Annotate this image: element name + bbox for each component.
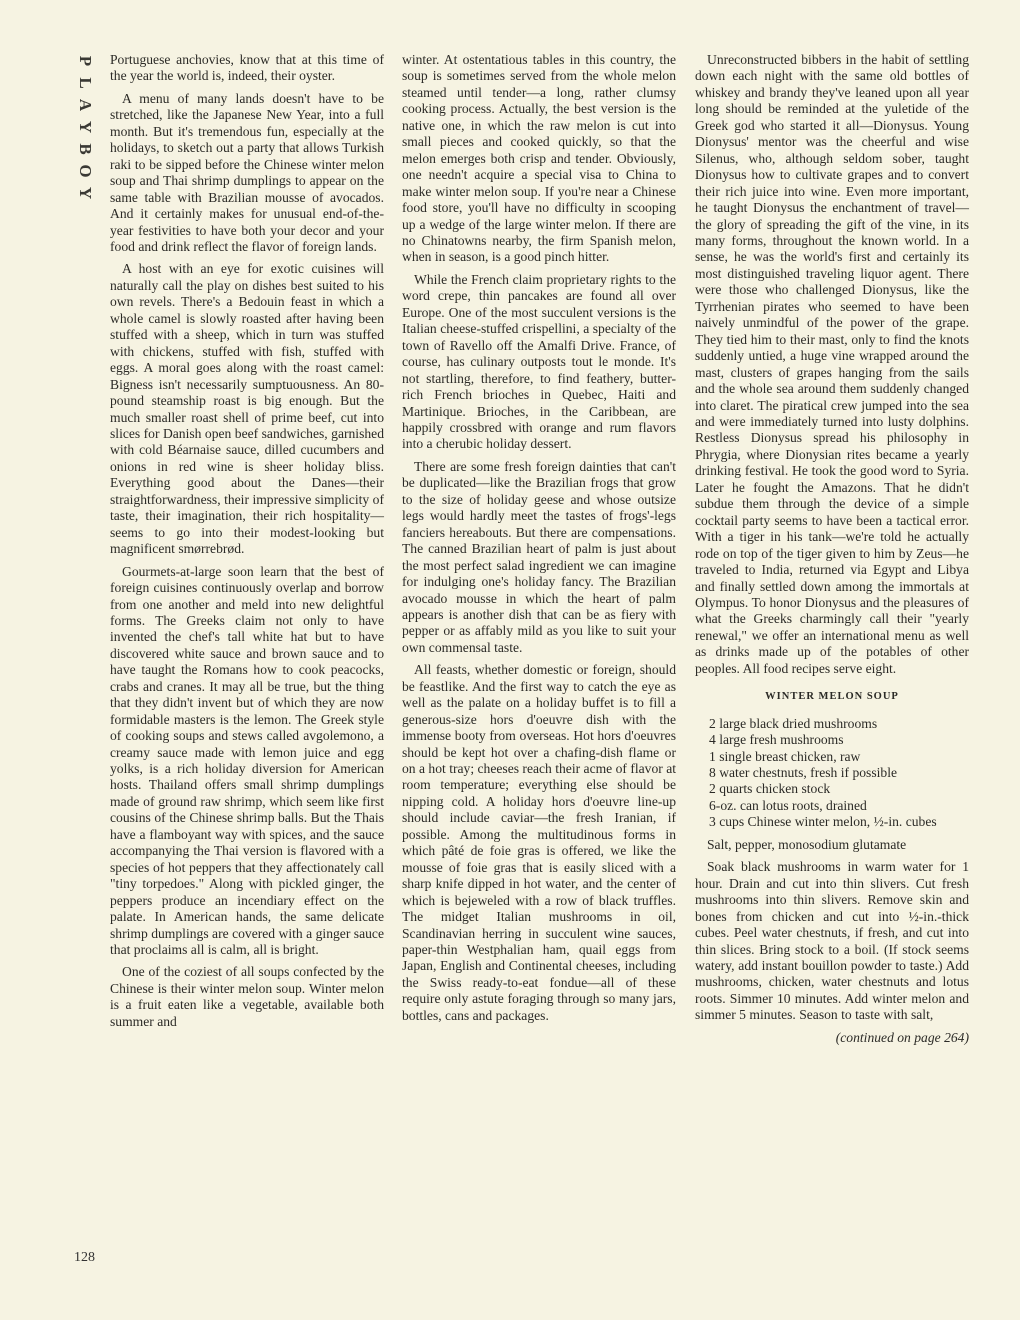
paragraph: Portuguese anchovies, know that at this time of the year the world is, indeed, their oyster. (110, 52, 384, 84)
masthead-letter: A (76, 98, 95, 112)
ingredient: 4 large fresh mushrooms (709, 732, 844, 748)
column-2 (402, 52, 676, 1030)
paragraph: There are some fresh foreign dainties that can't be duplicated—like the Brazilian frogs that grow to the size of holiday geese and whose outsize legs would hardly meet the tastes of frogs'-legs fanciers hereabouts. But there are compensations. The canned Brazilian heart of palm is just about the most perfect salad ingredient we can imagine for indulging one's holiday fancy. The Brazilian avocado mousse in which the heart of palm appears is another dish that can be as fiery with pepper or as affably mild as you like to suit your own commensal taste. (402, 458, 676, 655)
masthead-letter: L (76, 77, 95, 89)
masthead (74, 50, 96, 204)
recipe-method: Soak black mushrooms in warm water for 1 hour. Drain and cut into thin slivers. Cut fresh mushrooms into thin slivers. Remove skin and bones from chicken and cut into ½-in.-thick cubes. Peel water chestnuts, if fresh, and cut into thin slices. Bring stock to a boil. (If stock seems watery, add instant bouillon powder to taste.) Add mushrooms, chicken, water chestnuts and lotus roots. Simmer 10 minutes. Add winter melon and simmer 5 minutes. Season to taste with salt, (695, 859, 969, 1023)
masthead-letter: B (76, 143, 95, 155)
paragraph: All feasts, whether domestic or foreign, should be feastlike. And the first way to catch the eye as well as the palate on a holiday buffet is to fill a generous-size hors d'oeuvre dish with the immense booty from overseas. Hot hors d'oeuvres should be kept hot over a chafing-dish flame or on a hot tray; cheeses reach their acme of flavor at room temperature; everything else should be nipping cold. A holiday hors d'oeuvre line-up should include caviar—the fresh Iranian, if possible. Among the multitudinous forms in which pâté de foie gras is offered, we like the mousse of foie gras that is easily sliced with a sharp knife dipped in hot water, and the center of which is bejeweled with a row of black truffles. The midget Italian mushrooms in oil, Scandinavian herring in succulent wine sauces, paper-thin Westphalian ham, quail eggs from Japan, English and Continental cheeses, including the Swiss ready-to-eat fondue—all of these require only astute foraging through so many jars, bottles, cans and packages. (402, 662, 677, 1023)
paragraph: While the French claim proprietary rights to the word crepe, thin pancakes are found all over Europe. One of the most succulent versions is the Italian cheese-stuffed crispellini, a specialty of the town of Ravello off the Amalfi Drive. France, of course, has culinary outposts tout le monde. It's not startling, therefore, to find feathery, butter-rich French brioches in Quebec, Haiti and Martinique. Brioches, in the Caribbean, are happily crossbred with orange and rum flavors into a cherubic holiday dessert. (402, 271, 676, 452)
paragraph: One of the coziest of all soups confected by the Chinese is their winter melon soup. Winter melon is a fruit eaten like a vegetable, available both summer and (110, 964, 384, 1029)
masthead-letter: Y (76, 186, 95, 200)
ingredient: 2 large black dried mushrooms (709, 715, 878, 731)
paragraph: A host with an eye for exotic cuisines will naturally call the play on dishes best suited to his own revels. There's a Bedouin feast in which a whole camel is slowly roasted after having been stuffed with a sheep, which in turn was stuffed with chickens, stuffed with fish, stuffed with eggs. A moral goes along with the roast camel: Bigness isn't necessarily sumptuousness. An 80-pound steamship roast is big enough. But the much smaller roast shell of prime beef, cut into slices for Danish open beef sandwiches, garnished with cold Béarnaise sauce, dilled cucumbers and onions in red wine is sheer holiday bliss. Everything good about the Danes—their straightforwardness, their impressive simplicity of taste, their imagination, their rich hospitality—seems to go into their modest-looking but magnificent smørrebrød. (110, 261, 384, 557)
masthead-letter: Y (76, 120, 95, 134)
masthead-letter: O (76, 164, 95, 178)
recipe-title: WINTER MELON SOUP (765, 691, 899, 703)
ingredient: 8 water chestnuts, fresh if possible (709, 765, 898, 781)
paragraph: A menu of many lands doesn't have to be stretched, like the Japanese New Year, into a full month. But it's tremendous fun, especially at the holidays, to sketch out a party that allows Turkish raki to be sipped before the Chinese winter melon soup and Thai shrimp dumplings to appear on the same table with Brazilian mousse of avocados. And it certainly makes for unusual end-of-the-year festivities to have both your decor and your food and drink reflect the flavor of foreign lands. (110, 90, 384, 254)
ingredient: 1 single breast chicken, raw (709, 748, 861, 764)
ingredient: 3 cups Chinese winter melon, ½-in. cubes (709, 814, 937, 830)
paragraph: winter. At ostentatious tables in this country, the soup is sometimes served from the whole melon steamed until tender—a long, rather clumsy cooking process. Actually, the best version is the native one, in which the raw melon is cut into small pieces and cooked quickly, so that the melon emerges both crisp and tender. Obviously, one needn't acquire a special visa to China to make winter melon soup. If you're near a Chinese food store, you'll have no difficulty in scooping up a wedge of the large winter melon. If there are no Chinatowns nearby, the firm Spanish melon, when in season, is a good pinch hitter. (402, 52, 676, 265)
ingredient-list (695, 716, 969, 831)
ingredient: 2 quarts chicken stock (709, 781, 831, 797)
seasoning-line: Salt, pepper, monosodium glutamate (707, 836, 907, 852)
continued-note: (continued on page 264) (835, 1029, 969, 1045)
page-number: 128 (74, 1250, 95, 1265)
masthead-letter: P (76, 55, 95, 67)
column-1 (110, 52, 384, 1036)
ingredient: 6-oz. can lotus roots, drained (709, 797, 867, 813)
paragraph: Unreconstructed bibbers in the habit of settling down each night with the same old bottles of whiskey and brandy they've leaned upon all year long should be reminded at the yuletide of the Greek god who started it all—Dionysus. Young Dionysus' mentor was the cheerful and wise Silenus, who, although seldom sober, taught Dionysus how to cultivate grapes and to convert their rich juice into wine. Even more important, he taught Dionysus the enchantment of travel—the glory of spreading the gift of the vine, in its many forms, throughout the known world. In a sense, he was the world's first and certainly its most distinguished traveling liquor agent. There were those who challenged Dionysus, like the Tyrrhenian pirates who seemed to have been naively unmindful of the power of the grape. They tied him to their mast, only to find the knots suddenly untied, a huge vine wrapped around the mast, clusters of grapes hanging from the sails and the whole sea around them suddenly changed into claret. The piratical crew jumped into the sea and were immediately turned into lusty dolphins. Restless Dionysus spread his philosophy in Phrygia, where Dionysian rites became a yearly drinking festival. He took the good word to Syria. Later he fought the Amazons. That he didn't subdue them through the device of a simple cocktail party seems to have been a tactical error. With a tiger in his tank—we're told he actually rode on top of the tiger given to him by Zeus—he traveled to India, returned via Egypt and Libya and finally settled down among the immortals at Olympus. To honor Dionysus and the pleasures of what the Greeks charmingly call their "yearly renewal," we offer an international menu as well as drinks made up of the potables of other peoples. All food recipes serve eight. (695, 52, 969, 676)
paragraph: Gourmets-at-large soon learn that the best of foreign cuisines continuously overlap and borrow from one another and meld into new delightful forms. The Greeks claim not only to have invented the chef's tall white hat but to have discovered white sauce and brown sauce and to have taught the Romans how to cook peacocks, crabs and cranes. It may all be true, but the thing that they didn't invent but of which they are now formidable masters is the lemon. The Greek style of cooking soups and stews called avgolemono, a creamy sauce made with lemon juice and egg yolks, is a rich holiday diversion for American hosts. Thailand offers small shrimp dumplings made of ground raw shrimp, which seem like first cousins of the Chinese shrimp balls. But the Thais have a flamboyant way with spices, and the sauce accompanying the Thai version is flavored with a species of hot peppers that they affectionately call "tiny torpedoes." Along with pickled ginger, the peppers produce an incendiary effect on the palate. In American hands, the same delicate shrimp dumplings are covered with a ginger sauce that proclaims all is calm, all is bright. (110, 563, 384, 958)
column-3 (695, 52, 969, 1046)
